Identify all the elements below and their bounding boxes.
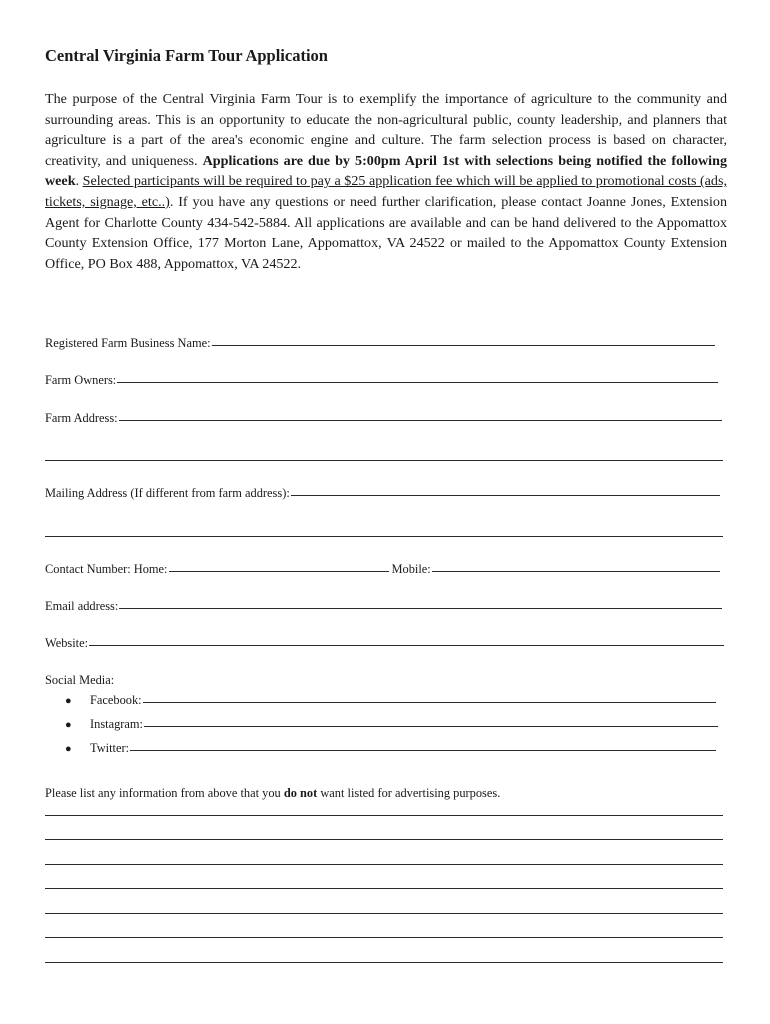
note-emphasis: do not [283,786,318,800]
mailing-address-line[interactable] [291,494,720,496]
farm-owners-label: Farm Owners: [45,373,117,387]
intro-paragraph [45,89,727,274]
exclusion-line-4[interactable] [45,888,723,889]
instagram-label: Instagram: [90,717,143,731]
exclusion-line-7[interactable] [45,962,723,963]
email-line[interactable] [119,607,722,609]
instagram-field[interactable] [65,717,718,732]
mailing-address-label: Mailing Address (If different from farm address): [45,486,290,500]
website-label: Website: [45,636,89,650]
facebook-line[interactable] [143,701,716,703]
intro-text-3: . If you have any questions or need further clarification, please contact Joanne Jones, Extension Agent for Charlotte County 434-542-5884. All applications are available and can be hand delivered to the Appomattox County Extension Office, 177 Morton Lane, Appomattox, VA 24522 or mailed to the Appomattox County Extension Office, PO Box 488, Appomattox, VA 24522. [45,193,727,272]
farm-owners-line[interactable] [117,381,718,383]
email-field[interactable] [45,599,722,614]
farm-address-field[interactable] [45,411,722,426]
bullet-icon: ● [65,743,72,755]
email-label: Email address: [45,599,119,613]
facebook-label: Facebook: [90,693,142,707]
website-field[interactable] [45,636,724,651]
website-line[interactable] [89,644,724,646]
farm-owners-field[interactable] [45,373,718,388]
exclusion-line-6[interactable] [45,937,723,938]
mailing-address-field[interactable] [45,486,720,501]
intro-text-1: The purpose of the Central Virginia Farm Tour is to exemplify the importance of agriculture to the community and surrounding areas. This is an opportunity to educate the non-agricultural public, county leadership, and planners that agriculture is a part of the area's economic engine and culture. The farm selection process is based on character, creativity, and uniqueness. [45,91,727,169]
exclusion-instructions [45,786,500,801]
intro-text-2: . [75,173,83,190]
farm-address-line-2[interactable] [45,460,723,461]
note-text-1: Please list any information from above that you [45,786,284,800]
twitter-line[interactable] [130,749,716,751]
contact-number-field[interactable] [45,562,720,577]
intro-fee-notice: Selected participants will be required to pay a $25 application fee which will be applied to promotional costs (ads, tickets, signage, etc..) [45,173,727,210]
social-media-heading [45,673,725,688]
page-title: Central Virginia Farm Tour Application [45,46,328,65]
exclusion-line-3[interactable] [45,864,723,865]
facebook-field[interactable] [65,693,716,708]
contact-home-line[interactable] [169,570,389,572]
contact-home-label: Contact Number: Home: [45,562,168,576]
twitter-field[interactable] [65,741,716,756]
exclusion-line-1[interactable] [45,815,723,816]
exclusion-line-2[interactable] [45,839,723,840]
social-media-label: Social Media: [45,673,115,687]
contact-mobile-label: Mobile: [391,562,431,576]
business-name-line[interactable] [212,344,715,346]
farm-address-line[interactable] [119,419,722,421]
bullet-icon: ● [65,719,72,731]
note-text-2: want listed for advertising purposes. [317,786,501,800]
business-name-field[interactable] [45,336,715,351]
exclusion-line-5[interactable] [45,913,723,914]
farm-address-label: Farm Address: [45,411,118,425]
contact-mobile-line[interactable] [432,570,720,572]
twitter-label: Twitter: [90,741,130,755]
business-name-label: Registered Farm Business Name: [45,336,211,350]
mailing-address-line-2[interactable] [45,536,723,537]
instagram-line[interactable] [144,725,718,727]
bullet-icon: ● [65,695,72,707]
intro-deadline: Applications are due by 5:00pm April 1st with selections being notified the following week [45,152,727,190]
